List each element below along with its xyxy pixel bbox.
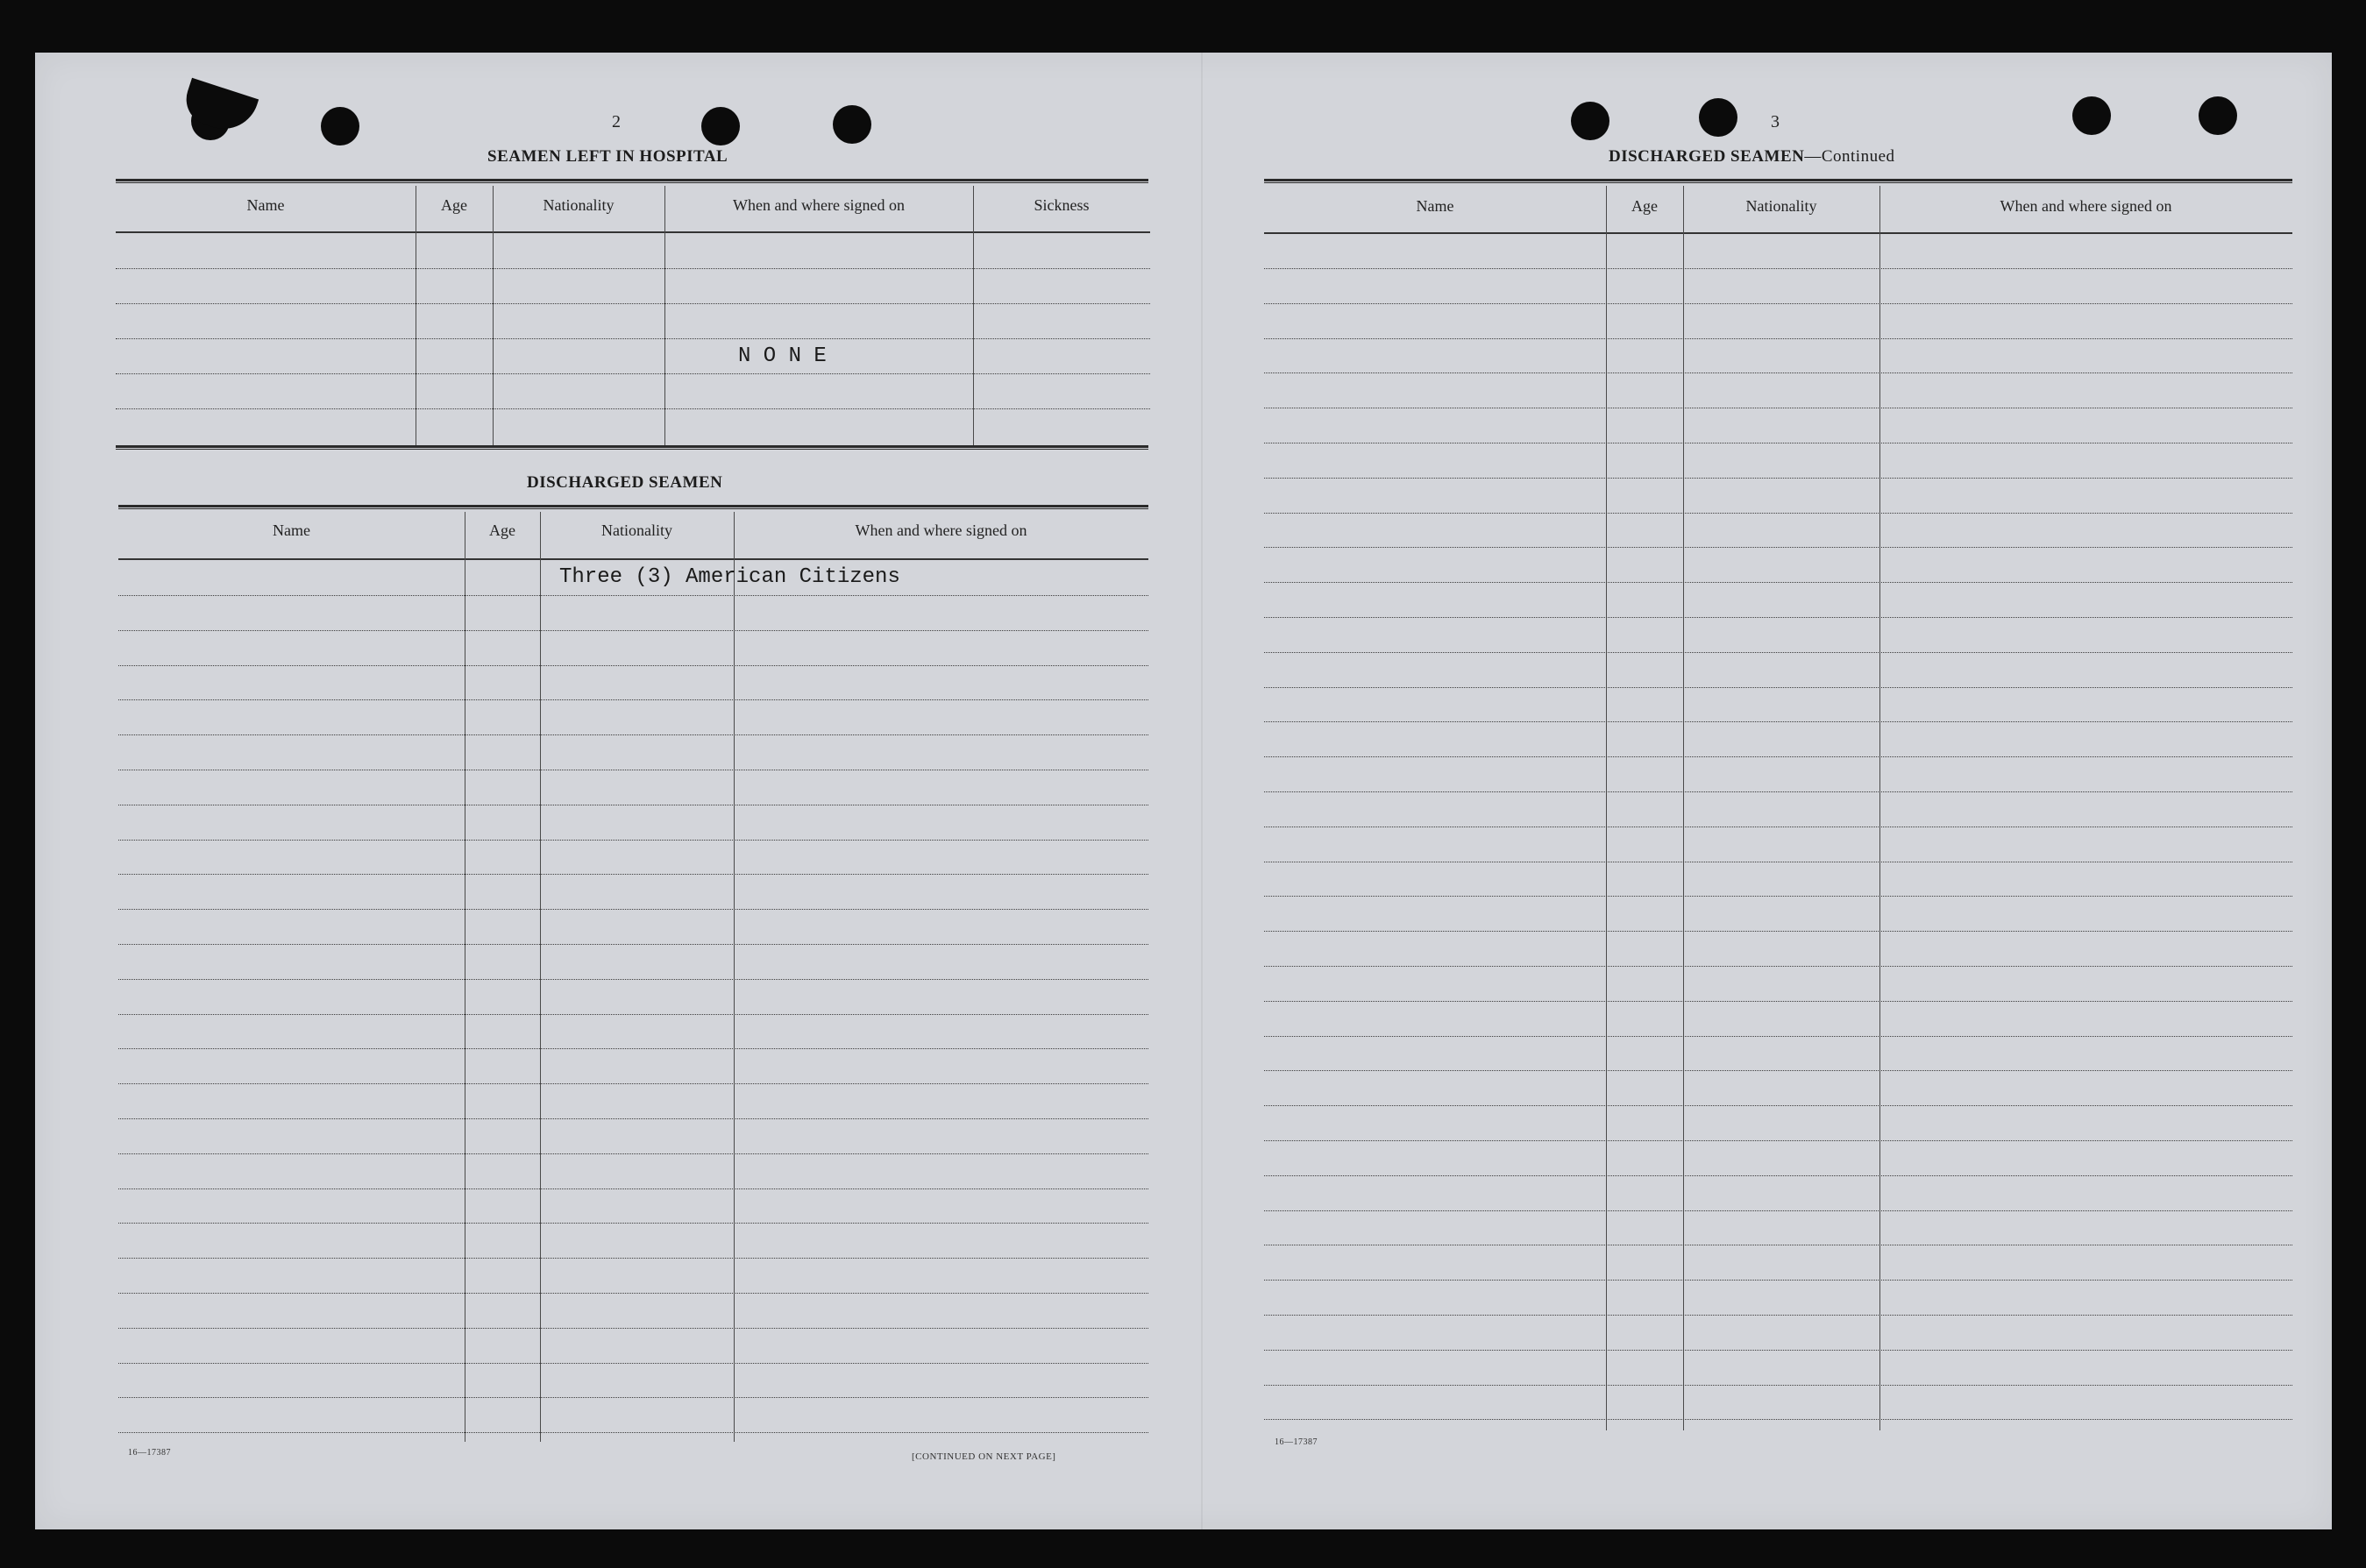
ruled-row-line <box>116 303 1150 304</box>
column-header: Name <box>246 196 285 214</box>
column-header: Nationality <box>543 196 615 214</box>
ruled-row-line <box>1264 513 2292 514</box>
punch-hole <box>1571 102 1609 140</box>
hospital-top-rule <box>116 179 1148 183</box>
column-header: Sickness <box>1034 196 1090 214</box>
ruled-row-line <box>118 630 1148 631</box>
ruled-row-line <box>118 734 1148 735</box>
ruled-row-line <box>1264 721 2292 722</box>
punch-hole <box>2199 96 2237 135</box>
ruled-row-line <box>116 338 1150 339</box>
ruled-row-line <box>118 1363 1148 1364</box>
ruled-row-line <box>118 1258 1148 1259</box>
ruled-row-line <box>116 408 1150 409</box>
column-header: When and where signed on <box>733 196 905 214</box>
continued-note: [CONTINUED ON NEXT PAGE] <box>912 1451 1056 1462</box>
right-top-rule <box>1264 179 2292 183</box>
document-sheet <box>35 53 2332 1529</box>
ruled-row-line <box>118 1432 1148 1433</box>
column-divider <box>540 512 541 1442</box>
column-header: Age <box>1631 197 1658 215</box>
column-header: Nationality <box>601 521 672 539</box>
column-header: When and where signed on <box>855 521 1027 539</box>
page-number-right: 3 <box>1771 112 1780 131</box>
discharged-continued-title-main: DISCHARGED SEAMEN <box>1609 147 1805 166</box>
ruled-row-line <box>116 268 1150 269</box>
ruled-row-line <box>1264 1350 2292 1351</box>
ruled-row-line <box>118 1048 1148 1049</box>
discharged-continued-title <box>1609 147 1895 167</box>
column-header: Nationality <box>1745 197 1817 215</box>
ruled-row-line <box>1264 303 2292 304</box>
ruled-row-line <box>1264 687 2292 688</box>
column-divider <box>734 512 735 1442</box>
column-header-underline <box>1264 232 2292 234</box>
punch-hole <box>321 107 359 145</box>
column-divider <box>493 186 494 445</box>
ruled-row-line <box>118 1328 1148 1329</box>
ruled-row-line <box>1264 1036 2292 1037</box>
page-number-left: 2 <box>612 112 621 131</box>
column-header: Age <box>441 196 467 214</box>
ruled-row-line <box>1264 966 2292 967</box>
ruled-row-line <box>1264 1175 2292 1176</box>
ruled-row-line <box>1264 372 2292 373</box>
ruled-row-line <box>118 874 1148 875</box>
ruled-row-line <box>1264 478 2292 479</box>
ruled-row-line <box>1264 547 2292 548</box>
hospital-bottom-rule <box>116 445 1148 450</box>
ruled-row-line <box>1264 1280 2292 1281</box>
ruled-row-line <box>1264 896 2292 897</box>
continued-suffix: —Continued <box>1804 147 1895 166</box>
form-code-left: 16—17387 <box>128 1448 171 1458</box>
punch-hole <box>2072 96 2111 135</box>
ruled-row-line <box>1264 1385 2292 1386</box>
ruled-row-line <box>1264 617 2292 618</box>
column-divider <box>664 186 665 445</box>
page-fold <box>1201 53 1203 1529</box>
ruled-row-line <box>118 1083 1148 1084</box>
form-code-right: 16—17387 <box>1275 1437 1318 1447</box>
ruled-row-line <box>1264 1001 2292 1002</box>
ruled-row-line <box>1264 756 2292 757</box>
ruled-row-line <box>1264 1140 2292 1141</box>
hospital-section-title: SEAMEN LEFT IN HOSPITAL <box>487 147 728 166</box>
discharged-top-rule <box>118 505 1148 509</box>
column-header: When and where signed on <box>2000 197 2172 215</box>
ruled-row-line <box>118 699 1148 700</box>
column-header: Age <box>489 521 515 539</box>
ruled-row-line <box>1264 268 2292 269</box>
ruled-row-line <box>1264 582 2292 583</box>
punch-hole <box>833 105 871 144</box>
ruled-row-line <box>118 1118 1148 1119</box>
discharged-entry-text: Three (3) American Citizens <box>559 565 900 589</box>
punch-hole <box>1699 98 1737 137</box>
ruled-row-line <box>1264 1210 2292 1211</box>
ruled-row-line <box>118 840 1148 841</box>
ruled-row-line <box>118 1293 1148 1294</box>
ruled-row-line <box>118 665 1148 666</box>
ruled-row-line <box>1264 338 2292 339</box>
ruled-row-line <box>116 373 1150 374</box>
ruled-row-line <box>118 1188 1148 1189</box>
ruled-row-line <box>1264 1419 2292 1420</box>
column-header: Name <box>1416 197 1454 215</box>
ruled-row-line <box>118 979 1148 980</box>
ruled-row-line <box>1264 1315 2292 1316</box>
ruled-row-line <box>118 1397 1148 1398</box>
ruled-row-line <box>118 1014 1148 1015</box>
column-header-underline <box>116 231 1150 233</box>
column-divider <box>973 186 974 445</box>
ruled-row-line <box>1264 1105 2292 1106</box>
ruled-row-line <box>118 1153 1148 1154</box>
ruled-row-line <box>118 909 1148 910</box>
ruled-row-line <box>118 595 1148 596</box>
column-header: Name <box>273 521 310 539</box>
ruled-row-line <box>118 944 1148 945</box>
ruled-row-line <box>118 1223 1148 1224</box>
ruled-row-line <box>1264 652 2292 653</box>
hospital-none-entry: N O N E <box>738 344 827 368</box>
ruled-row-line <box>1264 791 2292 792</box>
ruled-row-line <box>1264 1070 2292 1071</box>
ruled-row-line <box>1264 931 2292 932</box>
punch-hole <box>701 107 740 145</box>
column-header-underline <box>118 558 1148 560</box>
discharged-section-title: DISCHARGED SEAMEN <box>527 473 723 492</box>
